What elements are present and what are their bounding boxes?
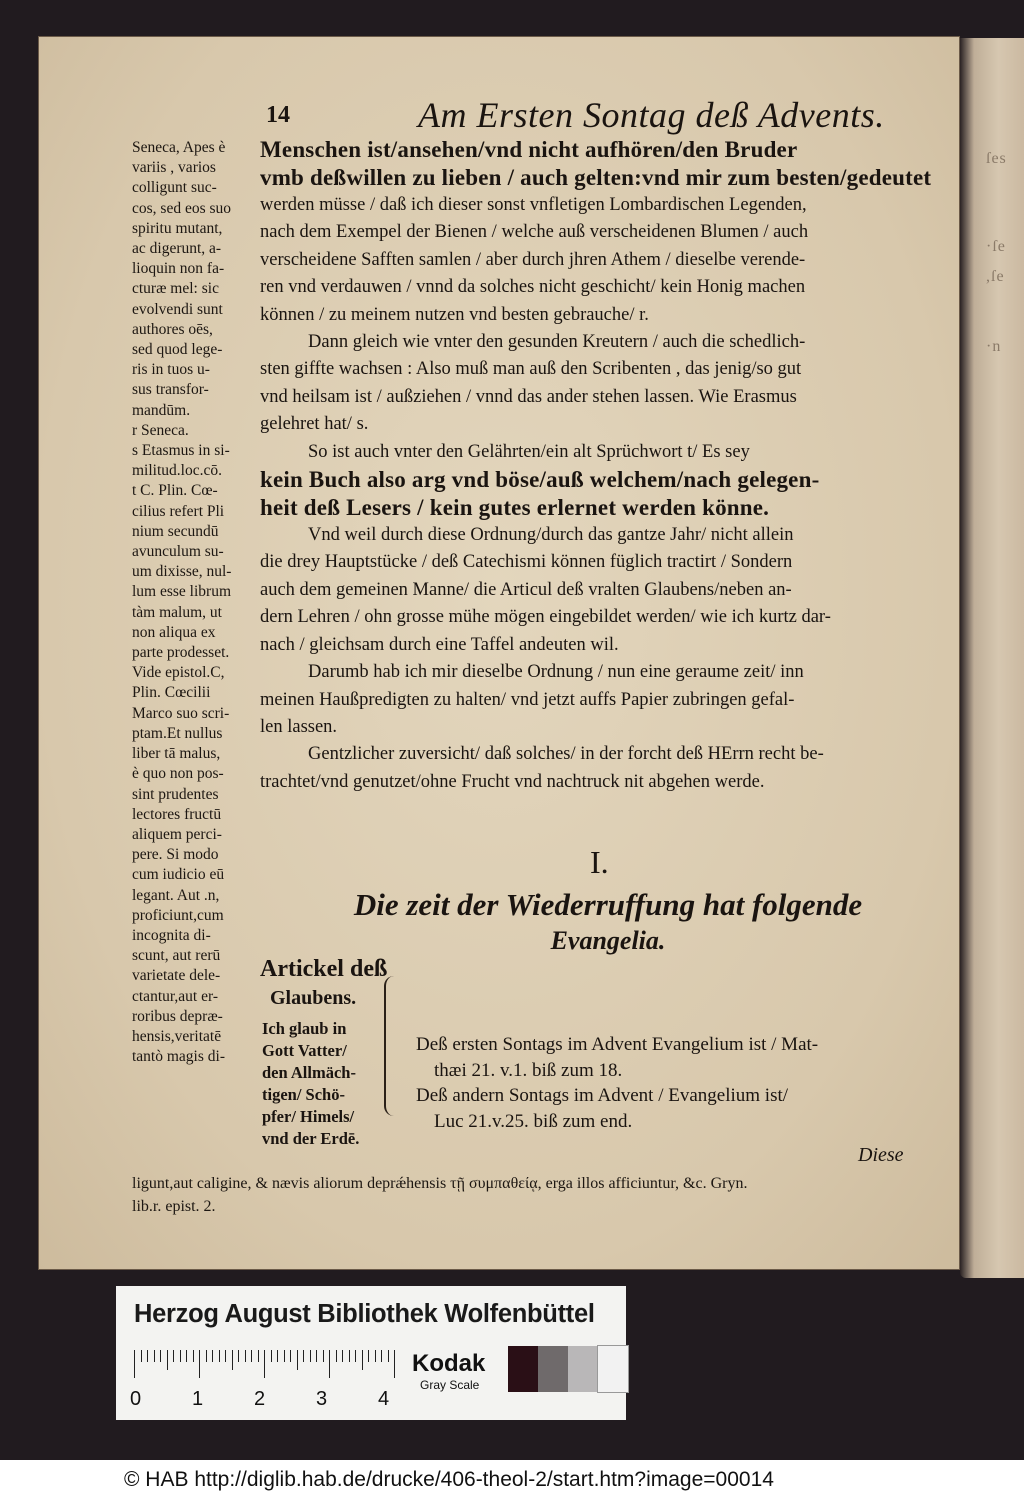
ruler-tick	[290, 1350, 291, 1362]
ruler-tick	[180, 1350, 181, 1362]
ruler-tick	[193, 1350, 194, 1362]
section-title	[338, 886, 878, 956]
library-name: Herzog August Bibliothek Wolfenbüttel	[134, 1300, 595, 1328]
ruler-tick	[381, 1350, 382, 1362]
ruler-tick	[232, 1350, 233, 1370]
evangelia-line: Deß andern Sontags im Advent / Evangelium ist/	[416, 1085, 789, 1106]
margin-note-line: authores oēs,	[132, 320, 213, 338]
margin-note-line: ac digerunt, a-	[132, 240, 222, 258]
margin-note-line: parte prodesset.	[132, 644, 230, 662]
body-line: die drey Hauptstücke / deß Catechismi können füglich tractirt / Sondern	[260, 552, 793, 573]
margin-note-line: legant. Aut .n,	[132, 886, 220, 904]
body-line: kein Buch also arg vnd böse/auß welchem/nach gelegen-	[260, 467, 820, 493]
body-line: Vnd weil durch diese Ordnung/durch das gantze Jahr/ nicht allein	[308, 525, 794, 546]
margin-note-line: Plin. Cœcilii	[132, 684, 211, 702]
margin-note-line: Marco suo scri-	[132, 704, 230, 722]
facing-page-edge: ſes ·ſe ,ſe ·n	[960, 38, 1024, 1278]
ruler-tick	[336, 1350, 337, 1362]
creed-line: Gott Vatter/	[262, 1041, 347, 1060]
ruler-tick	[368, 1350, 369, 1362]
ruler-tick	[394, 1350, 395, 1378]
margin-note-line: colligunt suc-	[132, 179, 217, 197]
margin-note-line: proficiunt,cum	[132, 906, 224, 924]
ruler-tick	[349, 1350, 350, 1362]
ruler-tick	[342, 1350, 343, 1362]
running-header: Am Ersten Sontag deß Advents.	[418, 95, 885, 135]
book-page	[38, 36, 960, 1270]
evangelia-line: thæi 21. v.1. biß zum 18.	[434, 1059, 623, 1081]
body-line: nach / gleichsam durch eine Taffel andeuten wil.	[260, 634, 619, 655]
ruler-tick	[310, 1350, 311, 1362]
color-calibration-card	[116, 1286, 626, 1420]
margin-note-line: um dixisse, nul-	[132, 563, 232, 581]
margin-note-line: cum iudicio eū	[132, 866, 225, 884]
ruler-tick	[147, 1350, 148, 1362]
margin-note-line: lum esse librum	[132, 583, 232, 601]
ruler-tick	[186, 1350, 187, 1362]
gray-swatch	[508, 1346, 538, 1392]
evangelia-line: Luc 21.v.25. biß zum end.	[434, 1110, 633, 1132]
evangelia-line: Deß ersten Sontags im Advent Evangelium ist / Mat-	[416, 1034, 819, 1055]
body-line: werden müsse / daß ich dieser sonst vnfletigen Lombardischen Legenden,	[260, 195, 807, 215]
ruler-number: 1	[192, 1388, 204, 1410]
body-line: So ist auch vnter den Gelährten/ein alt Sprüchwort t/ Es sey	[308, 441, 750, 462]
margin-note-line: cos, sed eos suo	[132, 199, 232, 217]
body-line: vmb deßwillen zu lieben / auch gelten:vnd mir zum besten/gedeutet	[260, 165, 932, 190]
body-line: Darumb hab ich mir dieselbe Ordnung / nun eine geraume zeit/ inn	[308, 662, 804, 683]
margin-note-line: non aliqua ex	[132, 623, 216, 641]
ruler-tick	[238, 1350, 239, 1362]
body-line: Menschen ist/ansehen/vnd nicht aufhören/den Bruder	[260, 137, 798, 162]
ruler-tick	[141, 1350, 142, 1362]
margin-note-line: scunt, aut rerū	[132, 947, 221, 965]
margin-note-line: aliquem perci-	[132, 825, 222, 843]
footnote-line: ligunt,aut caligine, & nævis aliorum deprǽhensis τῇ συμπαθείᾳ, erga illos afficiuntur, &c. Gryn.	[132, 1175, 748, 1192]
margin-note-line: Vide epistol.C,	[132, 664, 225, 682]
ruler-tick	[388, 1350, 389, 1362]
margin-note-line: tantò magis di-	[132, 1048, 225, 1066]
margin-note-line: t C. Plin. Cœ-	[132, 482, 218, 500]
margin-note-line: mandūm.	[132, 401, 191, 419]
scale-ruler	[134, 1350, 402, 1378]
section-title-line-2: Evangelia.	[550, 926, 666, 955]
margin-note-line: sint prudentes	[132, 785, 219, 803]
body-line: sten giffte wachsen : Also muß man auß den Scribenten , das jenig/so gut	[260, 359, 802, 380]
body-line: trachtet/vnd genutzet/ohne Frucht vnd nachtruck nit abgehen werde.	[260, 771, 765, 792]
margin-note-line: variis , varios	[132, 159, 216, 177]
page-number: 14	[266, 102, 290, 128]
margin-note-line: nium secundū	[132, 522, 219, 540]
margin-note-line: ptam.Et nullus	[132, 724, 223, 742]
ruler-tick	[212, 1350, 213, 1362]
body-line: Dann gleich wie vnter den gesunden Kreutern / auch die schedlich-	[308, 332, 806, 353]
margin-note-line: cilius refert Pli	[132, 502, 225, 520]
margin-note-line: avunculum su-	[132, 543, 224, 561]
ruler-tick	[173, 1350, 174, 1362]
kodak-logo: Kodak	[412, 1350, 486, 1377]
ruler-number: 3	[316, 1388, 328, 1410]
ruler-tick	[225, 1350, 226, 1362]
ruler-tick	[134, 1350, 135, 1378]
footer-bar	[0, 1460, 1024, 1502]
margin-note-line: s Etasmus in si-	[132, 442, 230, 460]
margin-note-line: pere. Si modo	[132, 846, 219, 864]
margin-note-line: sed quod lege-	[132, 341, 223, 359]
margin-note-line: incognita di-	[132, 926, 211, 944]
margin-note-line: lectores fructū	[132, 805, 222, 823]
creed-line: tigen/ Schö-	[262, 1085, 345, 1104]
margin-note-line: ris in tuos u-	[132, 361, 210, 379]
body-line: verscheidene Safften samlen / aber durch jhren Athem / dieselbe verende-	[260, 249, 806, 270]
margin-note-line: spiritu mutant,	[132, 219, 223, 237]
margin-note-line: sus transfor-	[132, 381, 209, 399]
body-line: meinen Haußpredigten zu halten/ vnd jetzt auffs Papier zubringen gefal-	[260, 689, 795, 710]
ruler-tick	[219, 1350, 220, 1362]
margin-note-line: ctantur,aut er-	[132, 987, 218, 1005]
body-line: len lassen.	[260, 716, 338, 737]
body-line: dern Lehren / ohn grosse mühe mögen eingebildet werden/ wie ich kurtz dar-	[260, 607, 831, 628]
margin-note-line: roribus depræ-	[132, 1007, 223, 1025]
body-line: können / zu meinem nutzen vnd besten gebrauche/ r.	[260, 304, 649, 325]
margin-note-line: varietate dele-	[132, 967, 221, 985]
creed-line: Ich glaub in	[262, 1019, 347, 1038]
ruler-tick	[258, 1350, 259, 1362]
creed-line: pfer/ Himels/	[262, 1107, 355, 1126]
margin-note	[132, 138, 266, 1067]
body-line: nach dem Exempel der Bienen / welche auß verscheidenen Blumen / auch	[260, 222, 809, 243]
body-line: Gentzlicher zuversicht/ daß solches/ in der forcht deß HErrn recht be-	[308, 744, 824, 765]
footer-credit-link[interactable]: © HAB http://diglib.hab.de/drucke/406-theol-2/start.htm?image=00014	[124, 1468, 774, 1491]
margin-note-line: r Seneca.	[132, 421, 189, 439]
body-line: vnd heilsam ist / außziehen / vnnd das ander stehen lassen. Wie Erasmus	[260, 386, 797, 407]
creed-line: den Allmäch-	[262, 1063, 356, 1082]
gray-swatch	[598, 1346, 628, 1392]
ruler-tick	[375, 1350, 376, 1362]
ruler-tick	[245, 1350, 246, 1362]
margin-note-line: militud.loc.cō.	[132, 462, 222, 480]
body-line: ren vnd verdauwen / vnnd da solches nicht geschicht/ kein Honig machen	[260, 277, 806, 298]
ruler-number: 4	[378, 1388, 390, 1410]
ruler-tick	[206, 1350, 207, 1362]
article-heading	[260, 954, 387, 1012]
margin-note-line: liber tā malus,	[132, 745, 221, 763]
ruler-tick	[355, 1350, 356, 1362]
creed-line: vnd der Erdē.	[262, 1129, 360, 1148]
ruler-tick	[264, 1350, 265, 1378]
ruler-number: 0	[130, 1388, 142, 1410]
margin-note-line: tàm malum, ut	[132, 603, 222, 621]
section-title-line-1: Die zeit der Wiederruffung hat folgende	[353, 887, 863, 922]
ruler-tick	[323, 1350, 324, 1362]
section-numeral: I.	[590, 844, 609, 880]
body-line: heit deß Lesers / kein gutes erlernet werden könne.	[260, 495, 770, 521]
margin-note-line: è quo non pos-	[132, 765, 224, 783]
ruler-tick	[167, 1350, 168, 1370]
ruler-tick	[316, 1350, 317, 1362]
ruler-number: 2	[254, 1388, 266, 1410]
body-text	[260, 136, 932, 796]
margin-note-line: hensis,veritatē	[132, 1027, 222, 1045]
ruler-tick	[277, 1350, 278, 1362]
brace-divider	[384, 976, 400, 1116]
footnote-line: lib.r. epist. 2.	[132, 1198, 216, 1215]
margin-note-line: evolvendi sunt	[132, 300, 223, 318]
ruler-tick	[303, 1350, 304, 1362]
gray-swatch	[538, 1346, 568, 1392]
ruler-tick	[362, 1350, 363, 1370]
ruler-tick	[199, 1350, 200, 1378]
body-line: gelehret hat/ s.	[260, 414, 369, 435]
gray-scale-label: Gray Scale	[420, 1378, 480, 1392]
ruler-tick	[297, 1350, 298, 1370]
article-heading-line-2: Glaubens.	[270, 987, 357, 1009]
margin-note-line: cturæ mel: sic	[132, 280, 219, 298]
footnote-text	[132, 1172, 932, 1218]
gray-swatch	[568, 1346, 598, 1392]
ruler-tick	[251, 1350, 252, 1362]
catchword: Diese	[858, 1144, 904, 1166]
evangelia-list	[416, 1032, 916, 1134]
ruler-tick	[329, 1350, 330, 1378]
margin-note-line: lioquin non fa-	[132, 260, 225, 278]
article-heading-line-1: Artickel deß	[260, 956, 388, 982]
ruler-tick	[271, 1350, 272, 1362]
ruler-tick	[284, 1350, 285, 1362]
creed-text	[262, 1018, 394, 1150]
body-line: auch dem gemeinen Manne/ die Articul deß vralten Glaubens/neben an-	[260, 579, 792, 600]
ruler-tick	[154, 1350, 155, 1362]
margin-note-line: Seneca, Apes è	[132, 139, 226, 156]
ruler-tick	[160, 1350, 161, 1362]
